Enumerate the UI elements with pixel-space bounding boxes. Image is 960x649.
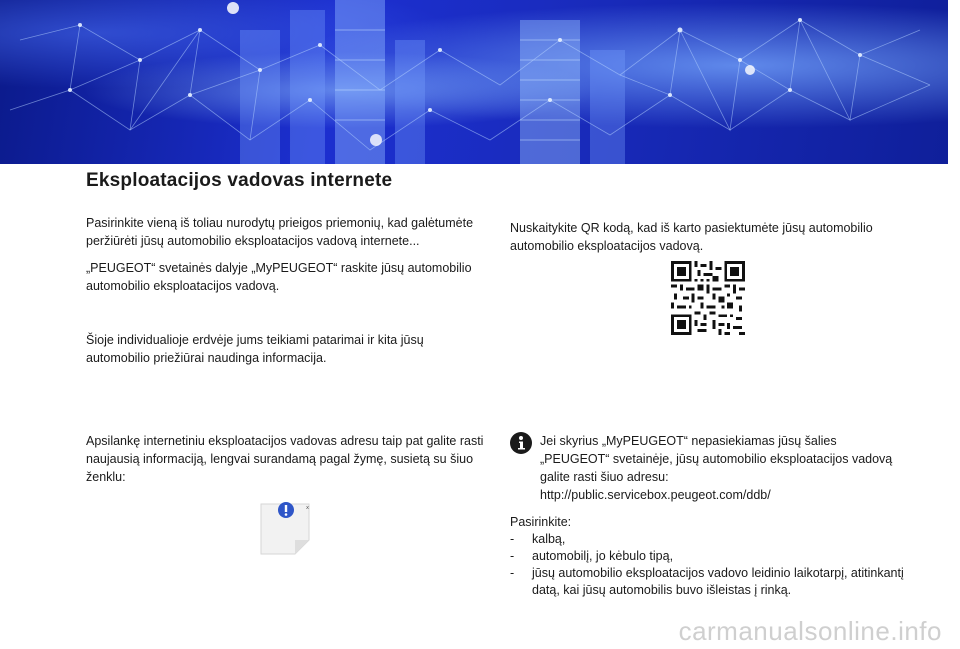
qr-instruction-paragraph: Nuskaitykite QR kodą, kad iš karto pasiektumėte jūsų automobilio automobilio eksploatacijos vadovą.	[510, 221, 873, 253]
info-text: Jei skyrius „MyPEUGEOT“ nepasiekiamas jūsų šalies „PEUGEOT“ svetainėje, jūsų automobilio eksploatacijos vadovą galite rasti šiuo adresu:	[540, 434, 893, 484]
header-banner-image	[0, 0, 948, 164]
list-item	[510, 548, 910, 565]
info-paragraph	[540, 432, 900, 504]
list-item-text: jūsų automobilio eksploatacijos vadovo leidinio laikotarpį, atitinkantį datą, kai jūsų automobilis buvo išleistas į rinką.	[532, 566, 904, 597]
list-dash: -	[510, 566, 515, 580]
selection-list	[510, 514, 910, 599]
mypeugeot-paragraph: „PEUGEOT“ svetainės dalyje „MyPEUGEOT“ raskite jūsų automobilio automobilio eksploatacijos vadovą.	[86, 261, 472, 293]
info-icon	[510, 432, 532, 454]
watermark: carmanualsonline.info	[678, 616, 942, 646]
svg-text:x: x	[306, 505, 309, 511]
list-dash: -	[510, 532, 515, 546]
list-item	[510, 531, 910, 548]
note-exclamation-icon	[259, 500, 313, 556]
list-item-text: kalbą,	[532, 532, 566, 546]
personal-space-paragraph: Šioje individualioje erdvėje jums teikiami patarimai ir kita jūsų automobilio priežiūrai naudinga informacija.	[86, 333, 424, 365]
list-item	[510, 565, 910, 599]
manual-url-link[interactable]: http://public.servicebox.peugeot.com/ddb/	[540, 488, 771, 502]
list-item-text: automobilį, jo kėbulo tipą,	[532, 549, 674, 563]
intro-paragraph: Pasirinkite vieną iš toliau nurodytų prieigos priemonių, kad galėtumėte peržiūrėti jūsų automobilio eksploatacijos vadovą internete...	[86, 216, 474, 248]
qr-code-icon[interactable]	[671, 261, 745, 335]
list-dash: -	[510, 549, 515, 563]
page-title: Eksploatacijos vadovas internete	[86, 170, 393, 191]
online-manual-paragraph: Apsilankę internetiniu eksploatacijos vadovas adresu taip pat galite rasti naujausią informaciją, lengvai surandamą pagal žymę, susietą su šiuo ženklu:	[86, 434, 484, 484]
list-title: Pasirinkite:	[510, 515, 572, 529]
